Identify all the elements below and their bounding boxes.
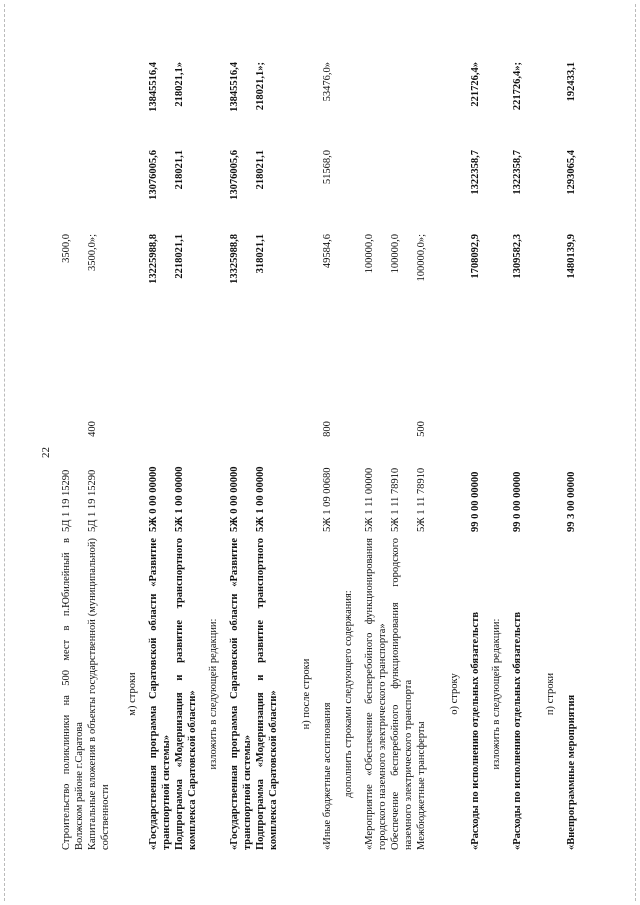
expense-type-code: [147, 401, 173, 457]
table-row: [86, 23, 112, 853]
instruction-text: м) строки: [127, 672, 138, 716]
spacer: [503, 23, 511, 853]
empty-cell: [321, 319, 334, 401]
target-article-code: 5Д 1 19 15290: [61, 469, 72, 532]
empty-cell: [254, 319, 280, 401]
amount-year-1: 13325988,8: [229, 234, 240, 284]
row-name: «Государственная программа Саратовской области «Развитие транспортной системы»: [229, 538, 253, 850]
expense-type-code: [363, 401, 389, 457]
amount-year-1: 1309582,3: [512, 234, 523, 279]
row-name: «Расходы по исполнению отдельных обязательств: [512, 611, 523, 850]
amount-year-3: 53476,0»: [322, 62, 333, 102]
empty-cell: [173, 319, 199, 401]
target-article-code: 5Ж 1 11 00000: [364, 467, 375, 532]
amount-year-2: 218021,1: [174, 150, 185, 190]
empty-cell: [511, 319, 524, 401]
target-article-code: 99 0 00 00000: [470, 471, 481, 532]
instruction-text: изложить в следующей редакции:: [208, 618, 219, 770]
amount-year-3: 221726,4»;: [512, 62, 523, 111]
table-row: [173, 23, 199, 853]
amount-year-1: 13225988,8: [148, 234, 159, 284]
row-name: Капитальные вложения в объекты государственной (муниципальной) собственности: [87, 538, 111, 850]
amount-year-2: 1322358,7: [470, 150, 481, 195]
table-row: [60, 23, 86, 853]
amount-year-1: 318021,1: [255, 234, 266, 274]
amount-year-3: [86, 59, 112, 147]
expense-type-code: [565, 401, 578, 457]
amount-year-2: [363, 147, 389, 231]
table-row: [321, 23, 334, 853]
table-row: [415, 23, 428, 853]
amount-year-2: [389, 147, 415, 231]
target-article-code: 99 0 00 00000: [512, 471, 523, 532]
empty-cell: [363, 319, 389, 401]
empty-cell: [228, 319, 254, 401]
empty-cell: [60, 319, 86, 401]
amount-year-3: 13845516,4: [229, 62, 240, 112]
row-name: Строительство поликлиники на 500 мест в п.Юбилейный в Волжском районе г.Саратова: [61, 538, 85, 850]
amount-year-3: 218021,1»;: [255, 62, 266, 111]
target-article-code: 5Ж 1 00 00000: [255, 466, 266, 532]
expense-type-code: 800: [322, 421, 333, 437]
row-name: Обеспечение бесперебойного функционирования городского наземного электрического транспорта: [390, 538, 414, 850]
spacer: [112, 23, 126, 853]
amount-year-3: [389, 59, 415, 147]
table-row: [469, 23, 482, 853]
spacer: [280, 23, 300, 853]
row-name: «Внепрограммные мероприятия: [566, 694, 577, 850]
amount-year-3: [415, 59, 428, 147]
table-row: [565, 23, 578, 853]
amount-year-1: 1480139,9: [566, 234, 577, 279]
row-name: Подпрограмма «Модернизация и развитие транспортного комплекса Саратовской области»: [255, 538, 279, 850]
expense-type-code: [511, 401, 524, 457]
expense-type-code: [389, 401, 415, 457]
spacer: [461, 23, 469, 853]
budget-amendment-table: [60, 23, 578, 853]
instruction-line: [300, 23, 313, 853]
spacer: [334, 23, 342, 853]
instruction-line: [490, 23, 503, 853]
amount-year-3: 13845516,4: [148, 62, 159, 112]
amount-year-1: 100000,0: [364, 234, 375, 274]
spacer: [139, 23, 147, 853]
instruction-line: [126, 23, 139, 853]
table-row: [511, 23, 524, 853]
instruction-line: [544, 23, 557, 853]
amount-year-2: 13076005,6: [229, 150, 240, 200]
table-row: [389, 23, 415, 853]
amount-year-2: [415, 147, 428, 231]
instruction-line: [342, 23, 355, 853]
amount-year-1: 3500,0: [61, 234, 72, 263]
row-name: «Мероприятие «Обеспечение бесперебойного функционирования городского наземного электрического транспорта»: [364, 538, 388, 850]
expense-type-code: [60, 401, 86, 457]
amount-year-2: 218021,1: [255, 150, 266, 190]
instruction-line: [448, 23, 461, 853]
empty-cell: [147, 319, 173, 401]
expense-type-code: [173, 401, 199, 457]
target-article-code: 5Д 1 19 15290: [87, 469, 98, 532]
empty-cell: [415, 319, 428, 401]
amount-year-3: [363, 59, 389, 147]
empty-cell: [389, 319, 415, 401]
expense-type-code: 400: [87, 421, 98, 437]
spacer: [482, 23, 490, 853]
amount-year-1: 49584,6: [322, 234, 333, 269]
amount-year-3: [60, 59, 86, 147]
amount-year-2: 51568,0: [322, 150, 333, 185]
target-article-code: 5Ж 1 09 00680: [322, 467, 333, 532]
row-name: «Расходы по исполнению отдельных обязательств: [470, 611, 481, 850]
expense-type-code: [469, 401, 482, 457]
spacer: [524, 23, 544, 853]
spacer: [220, 23, 228, 853]
table-row: [363, 23, 389, 853]
amount-year-2: [86, 147, 112, 231]
instruction-text: изложить в следующей редакции:: [491, 618, 502, 770]
row-name: Межбюджетные трансферты: [416, 721, 427, 850]
amount-year-1: 100000,0: [390, 234, 401, 274]
target-article-code: 5Ж 1 11 78910: [390, 467, 401, 532]
expense-type-code: [228, 401, 254, 457]
amount-year-2: 1322358,7: [512, 150, 523, 195]
row-name: Подпрограмма «Модернизация и развитие транспортного комплекса Саратовской области»: [174, 538, 198, 850]
target-article-code: 5Ж 0 00 00000: [229, 466, 240, 532]
expense-type-code: [254, 401, 280, 457]
amount-year-2: 1293065,4: [566, 150, 577, 195]
instruction-text: дополнить строками следующего содержания:: [343, 590, 354, 798]
amount-year-3: 218021,1»: [174, 62, 185, 107]
empty-cell: [86, 319, 112, 401]
amount-year-2: [60, 147, 86, 231]
spacer: [199, 23, 207, 853]
instruction-line: [207, 23, 220, 853]
amount-year-1: 1708092,9: [470, 234, 481, 279]
amount-year-2: 13076005,6: [148, 150, 159, 200]
amount-year-1: 3500,0»;: [87, 234, 98, 272]
table-row: [147, 23, 173, 853]
target-article-code: 5Ж 0 00 00000: [148, 466, 159, 532]
empty-cell: [565, 319, 578, 401]
amount-year-3: 221726,4»: [470, 62, 481, 107]
table-row: [254, 23, 280, 853]
instruction-text: п) строки: [545, 672, 556, 716]
spacer: [428, 23, 448, 853]
row-name: «Государственная программа Саратовской области «Развитие транспортной системы»: [148, 538, 172, 850]
target-article-code: 5Ж 1 11 78910: [416, 467, 427, 532]
table-row: [228, 23, 254, 853]
amount-year-1: 100000,0»;: [416, 234, 427, 282]
target-article-code: 99 3 00 00000: [566, 471, 577, 532]
amount-year-3: 192433,1: [566, 62, 577, 102]
spacer: [313, 23, 321, 853]
expense-type-code: 500: [416, 421, 427, 437]
spacer: [355, 23, 363, 853]
spacer: [557, 23, 565, 853]
instruction-text: о) строку: [449, 673, 460, 715]
amount-year-1: 2218021,1: [174, 234, 185, 279]
page-number: 22: [40, 447, 52, 458]
instruction-text: н) после строки: [301, 658, 312, 730]
target-article-code: 5Ж 1 00 00000: [174, 466, 185, 532]
row-name: «Иные бюджетные ассигнования: [322, 702, 333, 850]
empty-cell: [469, 319, 482, 401]
